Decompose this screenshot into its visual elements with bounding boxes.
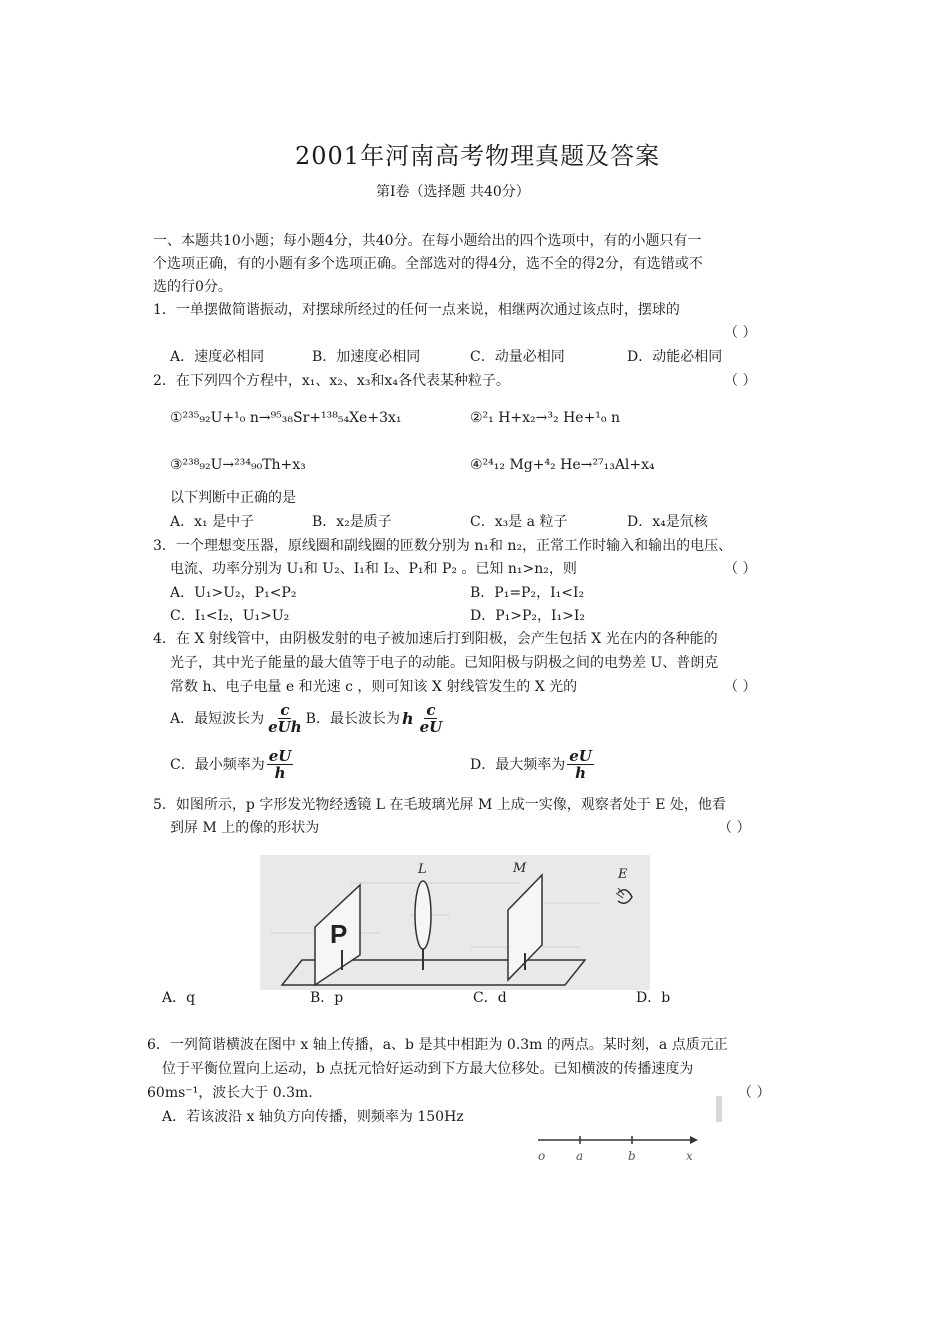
q2-lead: 以下判断中正确的是 bbox=[170, 490, 296, 506]
q1-stem: 1．一单摆做简谐振动，对摆球所经过的任何一点来说，相继两次通过该点时，摆球的 bbox=[153, 302, 680, 318]
q5-option-d: D．b bbox=[636, 990, 671, 1006]
q6-bracket: （ ） bbox=[738, 1085, 771, 1101]
q1-option-b: B．加速度必相同 bbox=[312, 349, 421, 365]
q3-option-d: D．P₁>P₂，I₁>I₂ bbox=[470, 608, 586, 624]
q1-option-d: D．动能必相同 bbox=[627, 349, 723, 365]
q4-option-b-label: B．最长波长为 bbox=[305, 710, 400, 727]
p-object-glyph: P bbox=[330, 919, 348, 949]
q4-option-a bbox=[170, 702, 446, 735]
q2-option-d: D．x₄是氘核 bbox=[627, 514, 708, 530]
q5-option-c: C．d bbox=[473, 990, 507, 1006]
intro-line-2: 个选项正确，有的小题有多个选项正确。全部选对的得4分，选不全的得2分，有选错或不 bbox=[153, 256, 703, 272]
q6-stem-1: 6．一列简谐横波在图中 x 轴上传播，a、b 是其中相距为 0.3m 的两点。某时刻，a 点质元正 bbox=[147, 1037, 728, 1053]
q4-option-c-numerator: eU bbox=[268, 747, 292, 765]
q3-bracket: （ ） bbox=[724, 561, 757, 577]
q2-equation-1: ①²³⁵₉₂U+¹₀ n→⁹⁵₃₈Sr+¹³⁸₅₄Xe+3x₁ bbox=[170, 410, 402, 426]
q3-option-a: A．U₁>U₂，P₁<P₂ bbox=[170, 585, 297, 601]
q4-option-c-label: C．最小频率为 bbox=[170, 756, 265, 773]
q2-equation-4: ④²⁴₁₂ Mg+⁴₂ He→²⁷₁₃Al+x₄ bbox=[470, 457, 655, 473]
q2-stem: 2．在下列四个方程中，x₁、x₂、x₃和x₄各代表某种粒子。 bbox=[153, 373, 510, 389]
q4-stem-1: 4．在 X 射线管中，由阴极发射的电子被加速后打到阳极，会产生包括 X 光在内的各种能的 bbox=[153, 631, 718, 647]
q2-equation-3: ③²³⁸₉₂U→²³⁴₉₀Th+x₃ bbox=[170, 457, 306, 473]
q6-option-a: A．若该波沿 x 轴负方向传播，则频率为 150Hz bbox=[162, 1109, 464, 1125]
q2-option-c: C．x₃是 a 粒子 bbox=[470, 514, 568, 530]
q3-option-c: C．I₁<I₂，U₁>U₂ bbox=[170, 608, 290, 624]
q4-option-b-denominator: eU bbox=[419, 718, 443, 736]
q4-option-a-label: A．最短波长为 bbox=[170, 710, 265, 727]
q4-stem-3: 常数 h、电子电量 e 和光速 c ，则可知该 X 射线管发生的 X 光的 bbox=[170, 679, 578, 695]
point-b-label: b bbox=[628, 1149, 636, 1163]
q4-option-a-denominator: eUh bbox=[268, 718, 302, 736]
q1-bracket: （ ） bbox=[724, 325, 757, 341]
q4-bracket: （ ） bbox=[724, 679, 757, 695]
q5-option-b: B．p bbox=[310, 990, 344, 1006]
x-axis-arrow bbox=[690, 1136, 698, 1144]
q4-option-a-numerator: c bbox=[280, 701, 290, 719]
q5-optics-figure bbox=[260, 855, 650, 990]
q2-option-b: B．x₂是质子 bbox=[312, 514, 392, 530]
lens-label: L bbox=[418, 862, 427, 877]
lens-l bbox=[415, 881, 431, 949]
q4-option-d-fraction bbox=[567, 748, 594, 781]
q4-option-d-denominator: h bbox=[575, 764, 586, 782]
q4-stem-2: 光子，其中光子能量的最大值等于电子的动能。已知阳极与阴极之间的电势差 U、普朗克 bbox=[170, 655, 719, 671]
q2-bracket: （ ） bbox=[724, 373, 757, 389]
q5-option-a: A．q bbox=[162, 990, 196, 1006]
q3-option-b: B．P₁=P₂，I₁<I₂ bbox=[470, 585, 585, 601]
q4-option-c-denominator: h bbox=[274, 764, 286, 782]
q4-option-d bbox=[470, 748, 596, 781]
q4-option-b-fraction bbox=[418, 702, 445, 735]
q3-stem-1: 3．一个理想变压器，原线圈和副线圈的匝数分别为 n₁和 n₂，正常工作时输入和输出的电压、 bbox=[153, 538, 733, 554]
q1-option-c: C．动量必相同 bbox=[470, 349, 565, 365]
q5-bracket: （ ） bbox=[718, 820, 751, 836]
observer-label: E bbox=[618, 867, 628, 882]
screen-label: M bbox=[513, 861, 527, 876]
q4-option-a-fraction bbox=[266, 702, 304, 735]
q2-option-a: A．x₁ 是中子 bbox=[170, 514, 255, 530]
q4-option-d-label: D．最大频率为 bbox=[470, 756, 566, 773]
q4-option-b-numerator: c bbox=[426, 701, 436, 719]
q5-stem-1: 5．如图所示，p 字形发光物经透镜 L 在毛玻璃光屏 M 上成一实像，观察者处于 E 处，他看 bbox=[153, 797, 726, 813]
scan-smudge bbox=[716, 1096, 722, 1122]
q3-stem-2: 电流、功率分别为 U₁和 U₂、I₁和 I₂、P₁和 P₂ 。已知 n₁>n₂，则 bbox=[170, 561, 577, 577]
section-heading: 第Ⅰ卷（选择题 共40分） bbox=[376, 184, 530, 200]
q6-wave-axis-figure bbox=[528, 1126, 703, 1166]
page-title: 2001年河南高考物理真题及答案 bbox=[295, 142, 661, 170]
q5-stem-2: 到屏 M 上的像的形状为 bbox=[170, 820, 320, 836]
q4-option-c-fraction bbox=[267, 748, 294, 781]
q4-option-d-numerator: eU bbox=[569, 747, 592, 765]
q6-stem-2: 位于平衡位置向上运动，b 点抚元恰好运动到下方最大位移处。已知横波的传播速度为 bbox=[162, 1061, 694, 1077]
q1-option-a: A．速度必相同 bbox=[170, 349, 265, 365]
q4-option-b-prefactor bbox=[401, 708, 414, 728]
q4-option-b-h: h bbox=[401, 708, 414, 728]
intro-line-3: 选的行0分。 bbox=[153, 279, 232, 295]
q2-equation-2: ②²₁ H+x₂→³₂ He+¹₀ n bbox=[470, 410, 620, 426]
intro-line-1: 一、本题共10小题；每小题4分，共40分。在每小题给出的四个选项中，有的小题只有一 bbox=[153, 233, 702, 249]
q6-stem-3: 60ms⁻¹，波长大于 0.3m. bbox=[147, 1085, 313, 1101]
point-a-label: a bbox=[576, 1149, 584, 1163]
q4-option-c bbox=[170, 748, 295, 781]
origin-label: o bbox=[538, 1149, 546, 1163]
x-axis-label: x bbox=[686, 1149, 693, 1163]
